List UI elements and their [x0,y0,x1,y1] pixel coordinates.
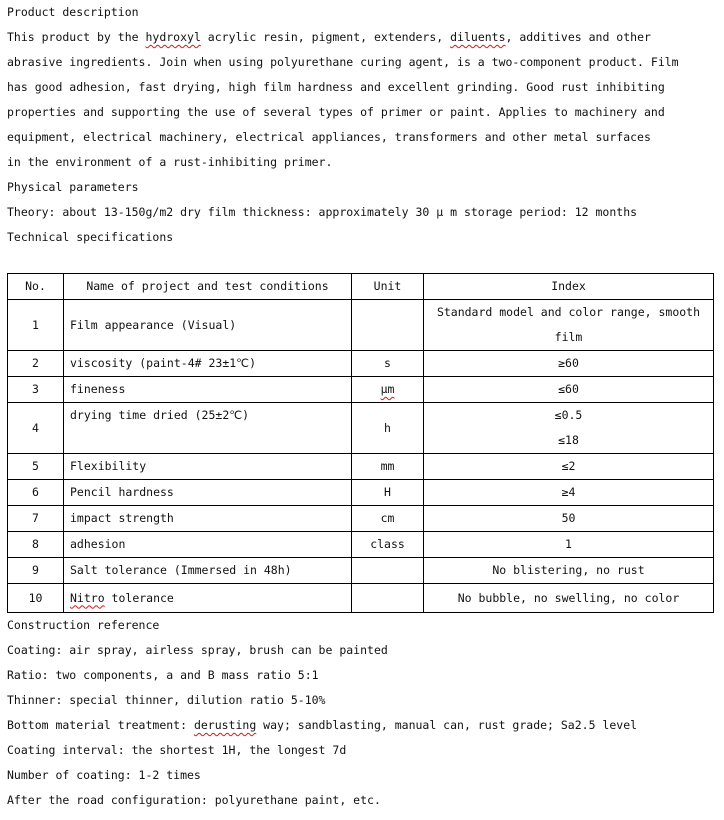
row-unit [352,377,424,403]
row-no: 2 [8,351,64,377]
bottom-treatment-text: Bottom material treatment: [7,718,194,732]
row-name: fineness [64,377,352,403]
description-line-5: equipment, electrical machinery, electrical appliances, transformers and other metal surfaces [7,130,651,144]
table-row [8,480,714,506]
row-no: 6 [8,480,64,506]
header-no: No. [8,274,64,300]
row-no: 7 [8,506,64,532]
row-index: 50 [424,506,714,532]
specifications-table [7,273,714,613]
row-name [64,584,352,613]
coating-interval-line: Coating interval: the shortest 1H, the longest 7d [7,743,347,757]
row-name: Film appearance (Visual) [64,300,352,351]
coating-line: Coating: air spray, airless spray, brush can be painted [7,643,388,657]
row-name: Pencil hardness [64,480,352,506]
table-header-row [8,274,714,300]
unit-micrometer: μm [380,382,395,396]
row-name: viscosity (paint-4# 23±1℃) [64,351,352,377]
table-row [8,351,714,377]
spellcheck-word-hydroxyl: hydroxyl [145,30,201,44]
table-row [8,454,714,480]
thinner-line: Thinner: special thinner, dilution ratio 5-10% [7,693,326,707]
description-line-6: in the environment of a rust-inhibiting primer. [7,155,333,169]
description-line-3: has good adhesion, fast drying, high film hardness and excellent grinding. Good rust inhibiting [7,80,665,94]
row-name: Salt tolerance (Immersed in 48h) [64,558,352,584]
bottom-treatment-line [7,713,717,738]
row-no: 1 [8,300,64,351]
row-unit [352,300,424,351]
row-index: Standard model and color range, smooth film [424,300,714,351]
bottom-treatment-text: way; sandblasting, manual can, rust grade; Sa2.5 level [256,718,638,732]
document-page [7,0,717,813]
table-row [8,584,714,613]
row-no: 3 [8,377,64,403]
description-text: , additives and other [505,30,651,44]
row-unit [352,558,424,584]
spellcheck-word-diluents: diluents [450,30,506,44]
row-index: ≥4 [424,480,714,506]
table-row [8,558,714,584]
physical-parameters-heading: Physical parameters [7,180,139,194]
row-index: ≤2 [424,454,714,480]
row-index: No bubble, no swelling, no color [424,584,714,613]
row-unit: H [352,480,424,506]
coating-number-line: Number of coating: 1-2 times [7,768,201,782]
row-index: 1 [424,532,714,558]
row-index: No blistering, no rust [424,558,714,584]
row-no: 8 [8,532,64,558]
row-unit: class [352,532,424,558]
row-index: ≤60 [424,377,714,403]
row-unit: h [352,403,424,454]
product-description-heading: Product description [7,5,139,19]
description-line-2: abrasive ingredients. Join when using polyurethane curing agent, is a two-component product. Film [7,55,679,69]
table-row [8,300,714,351]
table-row [8,506,714,532]
row-name: impact strength [64,506,352,532]
description-text: acrylic resin, pigment, extenders, [200,30,451,44]
table-row [8,377,714,403]
description-line-4: properties and supporting the use of several types of primer or paint. Applies to machinery and [7,105,665,119]
spellcheck-word-derusting: derusting [193,718,257,732]
index-value-1: ≤0.5 [554,408,583,422]
row-no: 9 [8,558,64,584]
ratio-line: Ratio: two components, a and B mass ratio 5:1 [7,668,319,682]
header-unit: Unit [352,274,424,300]
row-name-rest: tolerance [104,590,174,605]
spacer [7,250,717,273]
construction-heading: Construction reference [7,618,160,632]
spellcheck-word-nitro: Nitro [70,590,105,605]
table-row [8,532,714,558]
row-unit: mm [352,454,424,480]
row-no: 4 [8,403,64,454]
row-unit: cm [352,506,424,532]
index-value-2: ≤18 [558,433,579,447]
description-text: This product by the [7,30,146,44]
header-index: Index [424,274,714,300]
description-line-1 [7,25,717,50]
header-name: Name of project and test conditions [64,274,352,300]
row-unit [352,584,424,613]
row-no: 10 [8,584,64,613]
row-index: ≥60 [424,351,714,377]
construction-section [7,613,717,813]
row-name: drying time dried (25±2℃) [64,403,352,454]
table-row [8,403,714,454]
row-index [424,403,714,454]
after-road-line: After the road configuration: polyurethane paint, etc. [7,793,381,807]
row-name: Flexibility [64,454,352,480]
physical-parameters-line: Theory: about 13-150g/m2 dry film thickness: approximately 30 μ m storage period: 12 months [7,205,638,219]
row-unit: s [352,351,424,377]
row-name: adhesion [64,532,352,558]
technical-specifications-heading: Technical specifications [7,230,174,244]
row-no: 5 [8,454,64,480]
